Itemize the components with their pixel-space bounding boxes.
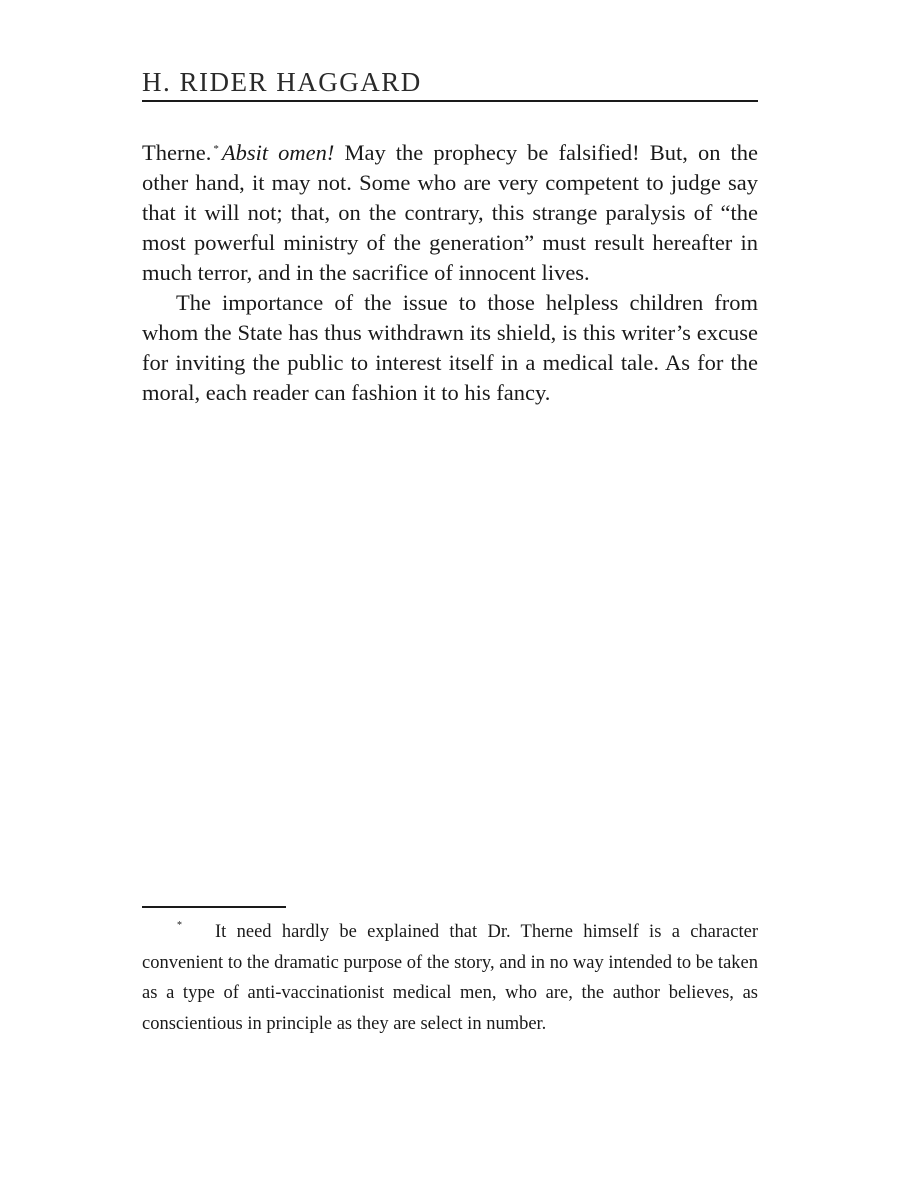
header-rule bbox=[142, 100, 758, 102]
paragraph-2: The importance of the issue to those helpless children from whom the State has thus withdrawn its shield, is this writer’s excuse for inviting the public to interest itself in a medical tale. As for the moral, each reader can fashion it to his fancy. bbox=[142, 290, 758, 405]
footnote-text: It need hardly be explained that Dr. Therne himself is a character convenient to the dramatic purpose of the story, and in no way intended to be taken as a type of anti-vaccinationist medical men, who are, the author believes, as conscientious in principle as they are select in number. bbox=[142, 922, 758, 1034]
footnote bbox=[142, 917, 758, 1039]
book-page bbox=[142, 0, 758, 1200]
footnote-reference-marker[interactable]: * bbox=[213, 142, 219, 155]
paragraph-1-lead: Therne. bbox=[142, 140, 212, 165]
footnote-rule bbox=[142, 906, 286, 908]
running-head: H. RIDER HAGGARD bbox=[142, 67, 422, 97]
paragraph-1 bbox=[142, 138, 758, 288]
footnote-marker: * bbox=[177, 920, 182, 931]
paragraph-1-italic: Absit omen! bbox=[221, 140, 335, 165]
body-text bbox=[142, 138, 758, 408]
paragraph-1-rest: May the prophecy be falsified! But, on the other hand, it may not. Some who are very competent to judge say that it will not; that, on the contrary, this strange paralysis of “the most powerful ministry of the generation” must result hereafter in much terror, and in the sacrifice of innocent lives. bbox=[142, 140, 759, 285]
